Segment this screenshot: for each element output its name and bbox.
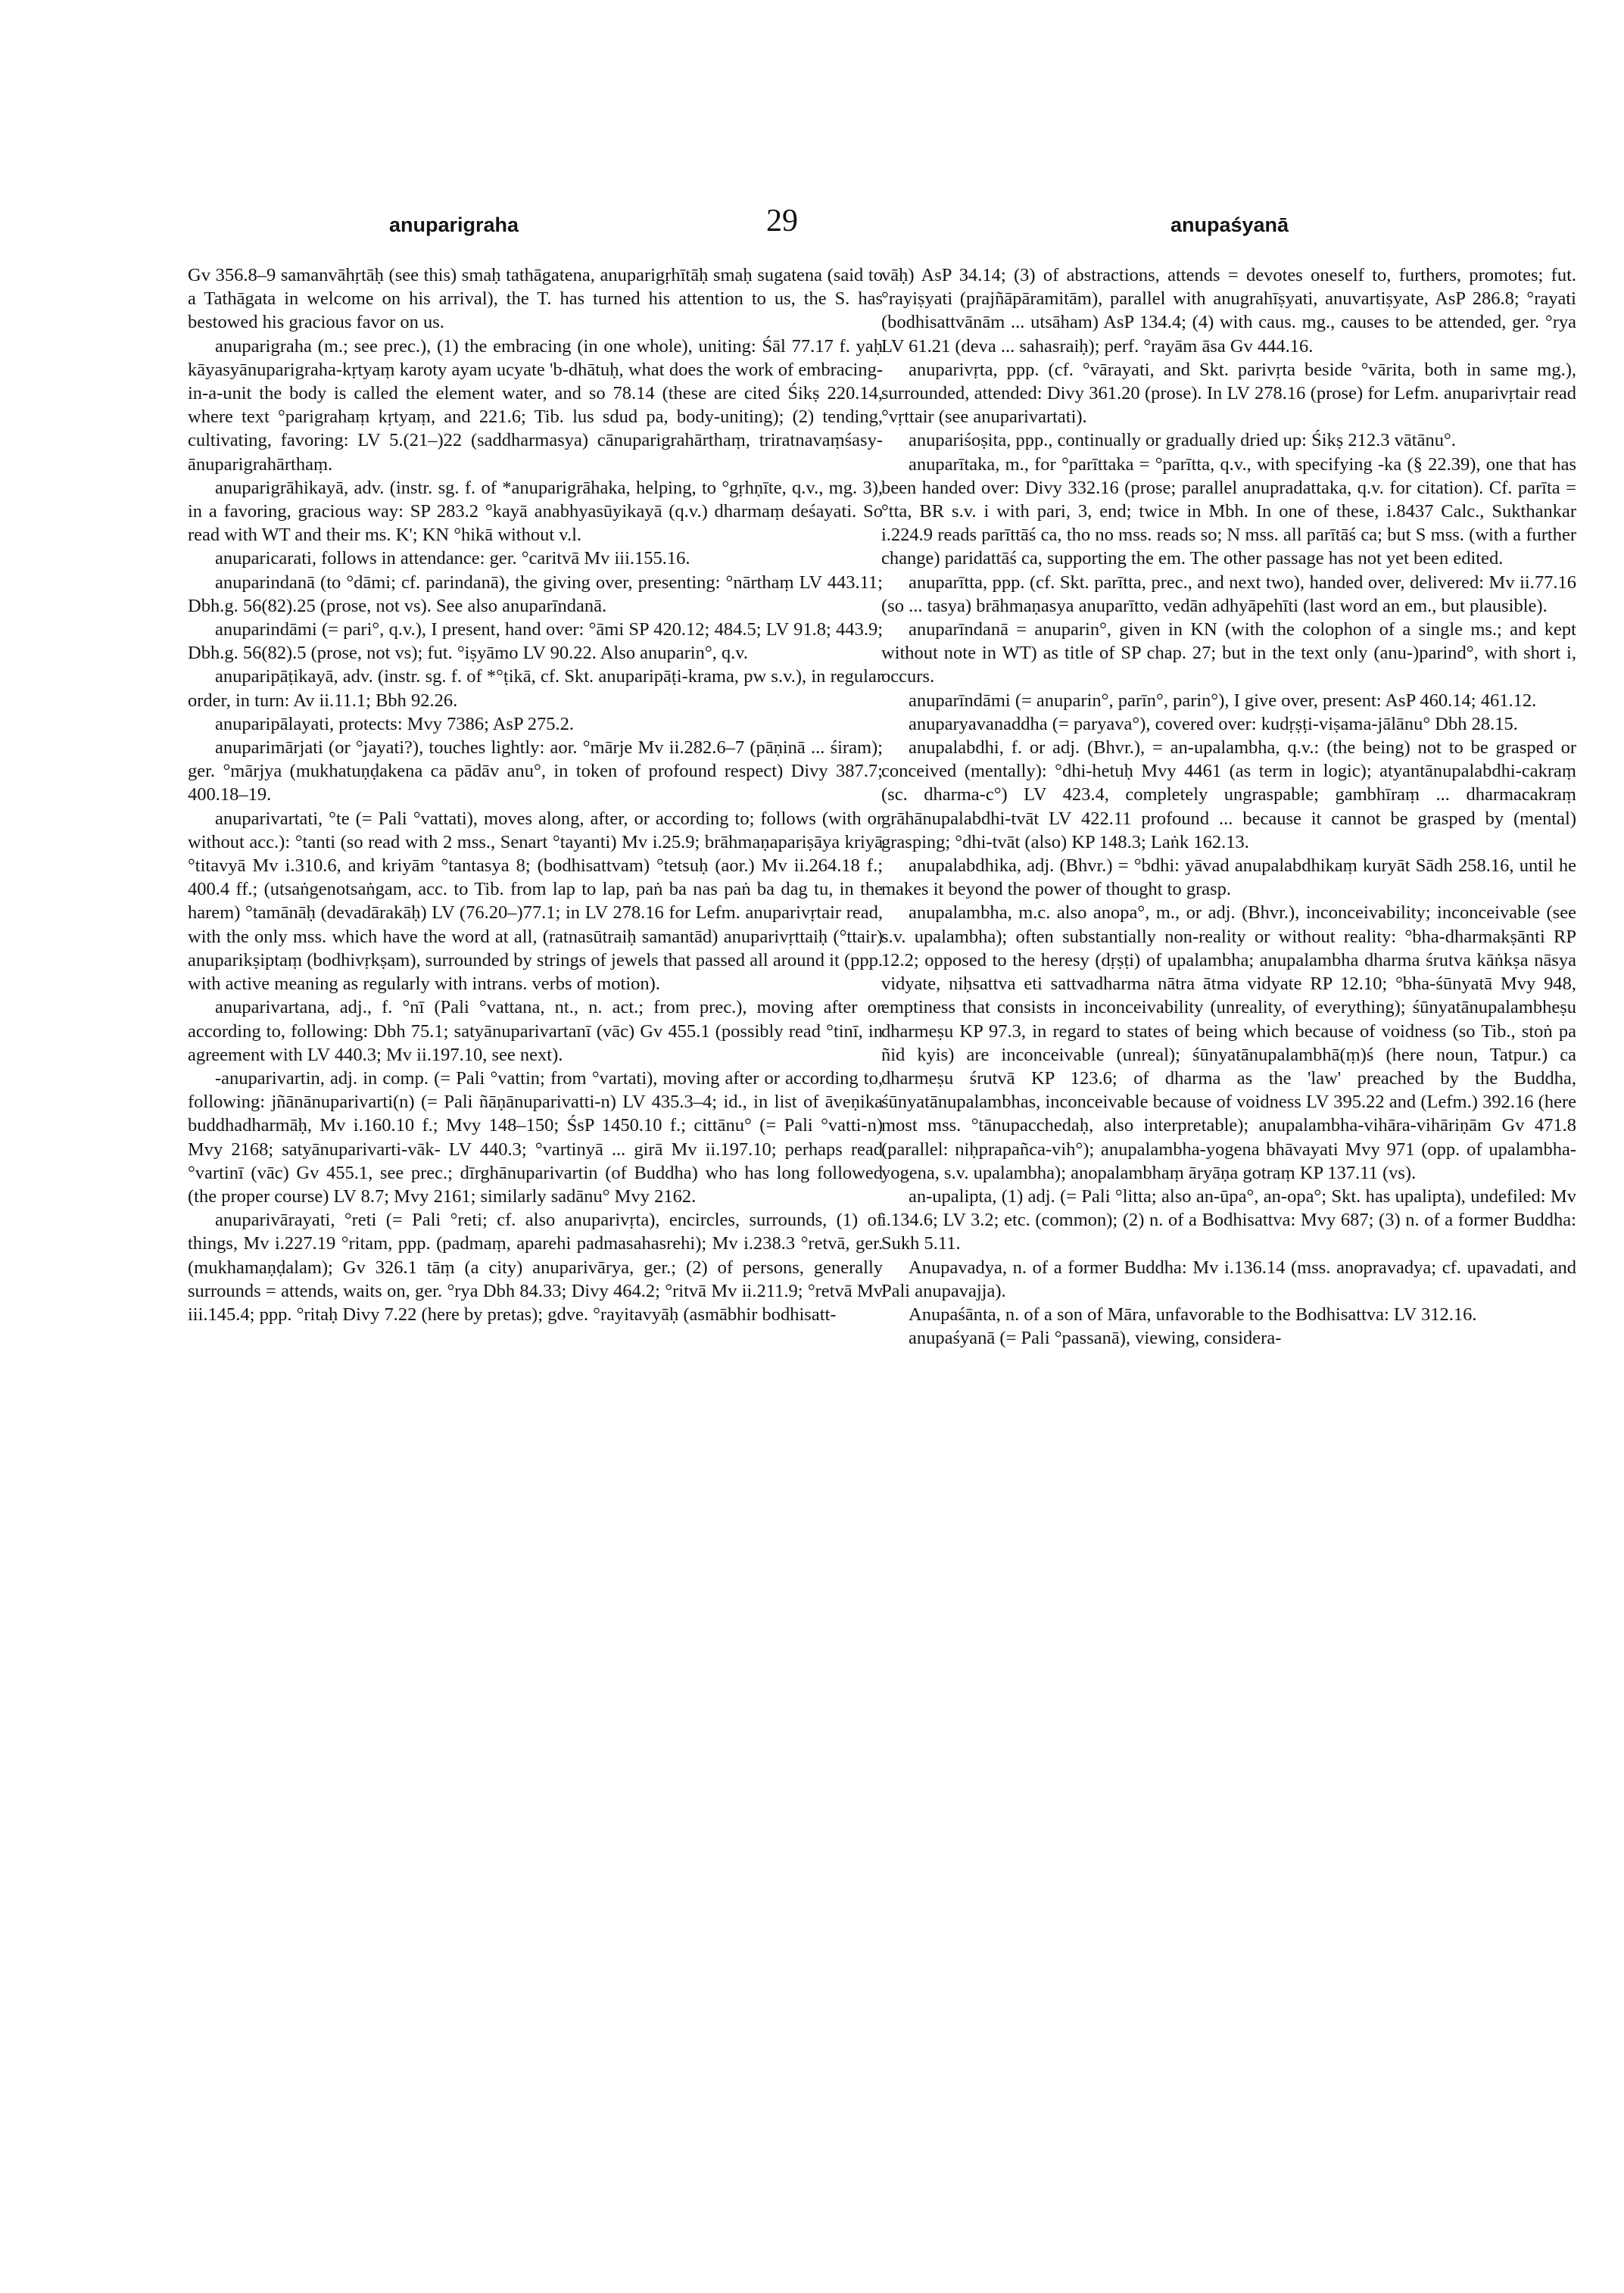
entry-anupasanta: Anupaśānta, n. of a son of Māra, unfavorable to the Bodhisattva: LV 312.16. <box>909 1304 1477 1325</box>
entry-anuparimarjati: anuparimārjati (or °jayati?), touches lightly: aor. °mārje Mv ii.282.6–7 (pāṇinā ... śiram); ger. °mārjya (mukhatuṇḍakena ca pādāv anu°, in token of profound respect) Divy 387.7; 400.18–19. <box>188 737 883 805</box>
left-column <box>188 263 883 1326</box>
entry-anuparipatikaya: anuparipāṭikayā, adv. (instr. sg. f. of *°ṭikā, cf. Skt. anuparipāṭi-krama, pw s.v.), in regular order, in turn: Av ii.11.1; Bbh 92.26. <box>188 666 883 711</box>
entry-anuparivarayati: anuparivārayati, °reti (= Pali °reti; cf. also anuparivṛta), encircles, surrounds, (1) of things, Mv i.227.19 °ritam, ppp. (padmaṃ, aparehi padmasahasrehi); Mv i.238.3 °retvā, ger. (mukhamaṇḍalam); Gv 326.1 tāṃ (a city) anuparivārya, ger.; (2) of persons, generally surrounds = attends, waits on, ger. °rya Dbh 84.33; Divy 464.2; °ritvā Mv ii.211.9; °retvā Mv iii.145.4; ppp. °ritaḥ Divy 7.22 (here by pretas); gdve. °rayitavyāḥ (asmābhir bodhisatt- <box>188 1210 883 1325</box>
entry-anupavadya: Anupavadya, n. of a former Buddha: Mv i.136.14 (mss. anopravadya; cf. upavadati, and Pali anupavajja). <box>881 1257 1576 1301</box>
entry-anuparindana-long: anuparīndanā = anuparin°, given in KN (with the colophon of a single ms.; and kept without note in WT) as title of SP chap. 27; but in the text only (anu-)parind°, with short i, occurs. <box>881 619 1576 687</box>
entry-anupalambha: anupalambha, m.c. also anopa°, m., or adj. (Bhvr.), inconceivability; inconceivable (see s.v. upalambha); often substantially non-reality or without reality: °bha-dharmakṣānti RP 12.2; opposed to the heresy (dṛṣṭi) of upalambha; anupalambha dharma śrutva kāṅkṣa nāsya vidyate, niḥsattva eti sattvadharma nātra ātma vidyate RP 12.10; °bha-śūnyatā Mvy 948, emptiness that consists in inconceivability (unreality, of everything); śūnyatānupalambheṣu dharmeṣu KP 97.3, in regard to states of being which because of voidness (so Tib., stoṅ pa ñid kyis) are inconceivable (unreal); śūnyatānupalambhā(ṃ)ś (here noun, Tatpur.) ca dharmeṣu śrutvā KP 123.6; of dharma as the 'law' preached by the Buddha, śūnyatānupalambhas, inconceivable because of voidness LV 395.22 and (Lefm.) 392.16 (here most mss. °tānupacchedaḥ, also interpretable); anupalambha-vihāra-vihāriṇām Gv 471.8 (parallel: niḥprapañca-vih°); anupalambha-yogena bhāvayati Mvy 971 (opp. of upalambha-yogena, s.v. upalambha); anopalambhaṃ āryāṇa gotraṃ KP 137.11 (vs). <box>881 902 1576 1183</box>
entry-continuation: vāḥ) AsP 34.14; (3) of abstractions, attends = devotes oneself to, furthers, promotes; fut. °rayiṣyati (prajñāpāramitām), parallel with anugrahīṣyati, anuvartiṣyate, AsP 286.8; °rayati (bodhisattvānām ... utsāham) AsP 134.4; (4) with caus. mg., causes to be attended, ger. °rya LV 61.21 (deva ... sahasraiḥ); perf. °rayām āsa Gv 444.16. <box>881 265 1576 357</box>
entry-anuparivartana: anuparivartana, adj., f. °nī (Pali °vattana, nt., n. act.; from prec.), moving after or according to, following: Dbh 75.1; satyānuparivartanī (vāc) Gv 455.1 (possibly read °tinī, in agreement with LV 440.3; Mv ii.197.10, see next). <box>188 997 883 1065</box>
entry-anupalabdhika: anupalabdhika, adj. (Bhvr.) = °bdhi: yāvad anupalabdhikaṃ kuryāt Sādh 258.16, until he makes it beyond the power of thought to grasp. <box>881 855 1576 900</box>
entry-anuparigraha: anuparigraha (m.; see prec.), (1) the embracing (in one whole), uniting: Śāl 77.17 f. yaḥ kāyasyānuparigraha-kṛtyaṃ karoty ayam ucyate 'b-dhātuḥ, what does the work of embracing-in-a-unit the body is called the element water, and so 78.14 (these are cited Śikṣ 220.14, where text °parigrahaṃ kṛtyaṃ, and 221.6; Tib. lus sdud pa, body-uniting); (2) tending, cultivating, favoring: LV 5.(21–)22 (saddharmasya) cānuparigrahārthaṃ, triratnavaṃśasy-ānuparigrahārthaṃ. <box>188 335 883 475</box>
page-number: 29 <box>766 204 798 238</box>
right-column <box>881 263 1576 1350</box>
entry-anuparicarati: anuparicarati, follows in attendance: ger. °caritvā Mv iii.155.16. <box>215 548 690 569</box>
running-head-right: anupaśyanā <box>1170 213 1289 236</box>
running-head-left: anuparigraha <box>389 213 519 236</box>
entry-continuation: Gv 356.8–9 samanvāhṛtāḥ (see this) smaḥ tathāgatena, anuparigṛhītāḥ smaḥ sugatena (said to a Tathāgata in welcome on his arrival), the T. has turned his attention to us, the S. has bestowed his gracious favor on us. <box>188 265 883 333</box>
entry-an-upalipta: an-upalipta, (1) adj. (= Pali °litta; also an-ūpa°, an-opa°; Skt. has upalipta), undefiled: Mv i.134.6; LV 3.2; etc. (common); (2) n. of a Bodhisattva: Mvy 687; (3) n. of a former Buddha: Sukh 5.11. <box>881 1185 1576 1254</box>
entry-anuparivartati: anuparivartati, °te (= Pali °vattati), moves along, after, or according to; follows (with or without acc.): °tanti (so read with 2 mss., Senart °tayanti) Mv i.25.9; brāhmaṇapariṣāya kriyā °titavyā Mv i.310.6, and kriyām °tantasya 8; (bodhisattvam) °tetsuḥ (aor.) Mv ii.264.18 f.; 400.4 ff.; (utsaṅgenotsaṅgam, acc. to Tib. from lap to lap, paṅ ba nas paṅ ba dag tu, in the harem) °tamānāḥ (devadārakāḥ) LV (76.20–)77.1; in LV 278.16 for Lefm. anuparivṛtair read, with the only mss. which have the word at all, (ratnasūtraiḥ samantād) anuparivṛttaiḥ (°ttair) anuparikṣiptaṃ (bodhivṛkṣam), surrounded by strings of jewels that passed all around it (ppp. with active meaning as regularly with intrans. verbs of motion). <box>188 808 883 995</box>
entry-anuparitta: anuparītta, ppp. (cf. Skt. parītta, prec., and next two), handed over, delivered: Mv ii.77.16 (so ... tasya) brāhmaṇasya anuparītto, vedān adhyāpehīti (last word an em., but plausible). <box>881 572 1576 616</box>
entry-anuparipalayati: anuparipālayati, protects: Mvy 7386; AsP 275.2. <box>215 713 575 734</box>
entry-anuparivrta: anuparivṛta, ppp. (cf. °vārayati, and Skt. parivṛta beside °vārita, both in same mg.), surrounded, attended: Divy 361.20 (prose). In LV 278.16 (prose) for Lefm. anuparivṛtair read °vṛttair (see anuparivartati). <box>881 359 1576 428</box>
entry-anuparitaka: anuparītaka, m., for °parīttaka = °parītta, q.v., with specifying -ka (§ 22.39), one that has been handed over: Divy 332.16 (prose; parallel anupradattaka, q.v. for citation). Cf. parīta = °tta, BR s.v. i with pari, 3, end; twice in Mbh. In one of these, i.8437 Calc., Sukthankar i.224.9 reads parīttāś ca, tho no mss. reads so; N mss. all parītāś ca; but S mss. (with a further change) paridattāś ca, supporting the em. The other passage has not yet been edited. <box>881 453 1576 569</box>
entry-anuparyavanaddha: anuparyavanaddha (= paryava°), covered over: kudṛṣṭi-viṣama-jālānu° Dbh 28.15. <box>909 713 1518 734</box>
entry-anuparivartin: -anuparivartin, adj. in comp. (= Pali °vattin; from °vartati), moving after or according to, following: jñānānuparivarti(n) (= Pali ñāṇānuparivatti-n) LV 435.3–4; id., in list of āveṇika buddhadharmāḥ, Mv i.160.10 f.; Mvy 148–150; ŚsP 1450.10 f.; cittānu° (= Pali °vatti-n) Mvy 2168; satyānuparivarti-vāk- LV 440.3; °vartinyā ... girā Mv ii.197.10; perhaps read °vartinī (vāc) Gv 455.1, see prec.; dīrghānuparivartin (of Buddha) who has long followed (the proper course) LV 8.7; Mvy 2161; similarly sadānu° Mvy 2162. <box>188 1067 883 1207</box>
entry-anuparigrahikaya: anuparigrāhikayā, adv. (instr. sg. f. of *anuparigrāhaka, helping, to °gṛhṇīte, q.v., mg. 3), in a favoring, gracious way: SP 283.2 °kayā anabhyasūyikayā (q.v.) dharmaṃ deśayati. So read with WT and their ms. K'; KN °hikā without v.l. <box>188 477 883 546</box>
entry-anuparindami-long: anuparīndāmi (= anuparin°, parīn°, parin°), I give over, present: AsP 460.14; 461.12. <box>909 690 1537 711</box>
entry-anupalabdhi: anupalabdhi, f. or adj. (Bhvr.), = an-upalambha, q.v.: (the being) not to be grasped or conceived (mentally): °dhi-hetuḥ Mvy 4461 (as term in logic); atyantānupalabdhi-cakraṃ (sc. dharma-c°) LV 423.4, completely ungraspable; gambhīraṃ ... dharmacakraṃ grāhānupalabdhi-tvāt LV 422.11 profound ... because it cannot be grasped by (mental) grasping; °dhi-tvāt (also) KP 148.3; Laṅk 162.13. <box>881 737 1576 852</box>
entry-anuparindami: anuparindāmi (= pari°, q.v.), I present, hand over: °āmi SP 420.12; 484.5; LV 91.8; 443.9; Dbh.g. 56(82).5 (prose, not vs); fut. °iṣyāmo LV 90.22. Also anuparin°, q.v. <box>188 619 883 664</box>
entry-anupasyana: anupaśyanā (= Pali °passanā), viewing, considera- <box>909 1328 1282 1349</box>
entry-anuparindana: anuparindanā (to °dāmi; cf. parindanā), the giving over, presenting: °nārthaṃ LV 443.11; Dbh.g. 56(82).25 (prose, not vs). See also anuparīndanā. <box>188 572 883 616</box>
entry-anuparisosita: anupariśoṣita, ppp., continually or gradually dried up: Śikṣ 212.3 vātānu°. <box>909 430 1456 451</box>
